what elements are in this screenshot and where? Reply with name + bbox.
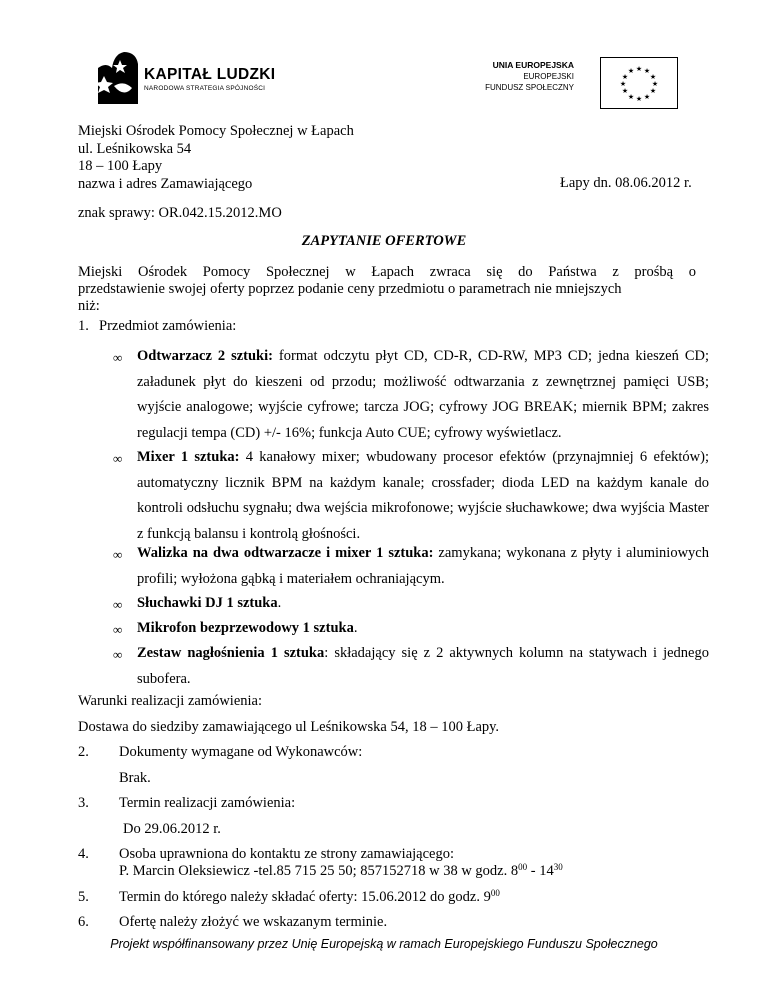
item-number: 6.	[78, 914, 89, 930]
eu-line2: EUROPEJSKI	[523, 72, 574, 81]
bullet-icon: ∞	[113, 647, 123, 662]
svg-text:★: ★	[621, 87, 629, 95]
footer-note: Projekt współfinansowany przez Unię Europejską w ramach Europejskiego Funduszu Społecznego	[110, 937, 658, 951]
eu-flag-icon	[600, 57, 678, 109]
address-caption: nazwa i adres Zamawiającego	[78, 176, 253, 192]
svg-text:★: ★	[635, 65, 643, 73]
eu-line1: UNIA EUROPEJSKA	[492, 60, 574, 70]
svg-text:★: ★	[649, 87, 657, 95]
bullet-icon: ∞	[113, 350, 123, 365]
bullet-item	[137, 591, 709, 617]
item-number: 3.	[78, 795, 89, 811]
intro-line2: przedstawienie swojej oferty poprzez podanie ceny przedmiotu o parametrach nie mniejszych	[78, 281, 622, 297]
bullet-icon: ∞	[113, 547, 123, 562]
bullet-icon: ∞	[113, 597, 123, 612]
eu-line3: FUNDUSZ SPOŁECZNY	[485, 83, 574, 92]
svg-text:★: ★	[649, 73, 657, 81]
item-number: 2.	[78, 744, 89, 760]
reference-number: znak sprawy: OR.042.15.2012.MO	[78, 205, 282, 221]
svg-text:★: ★	[619, 80, 627, 88]
item-number: 5.	[78, 889, 89, 905]
item-number: 1.	[78, 318, 89, 334]
bullet-icon: ∞	[113, 451, 123, 466]
svg-text:★: ★	[643, 93, 651, 101]
bullet-title: Słuchawki DJ 1 sztuka	[137, 595, 278, 611]
bullet-text: 4 kanałowy mixer; wbudowany procesor efektów (przynajmniej 6 efektów); automatyczny licznik BPM na każdym kanale; crossfader; dioda LED na każdym kanale do kontroli odsłuchu sygnału; dwa wejścia mikrofonowe; wyjście słuchawkowe; dwa wyjścia Master z funkcją balansu i kontrolą głośności.	[137, 449, 709, 542]
bullet-text: format odczytu płyt CD, CD-R, CD-RW, MP3 CD; jedna kieszeń CD; załadunek płyt do kieszeni od przodu; możliwość odtwarzania z zewnętrznej pamięci USB; wyjście analogowe; wyjście cyfrowe; tarcza JOG; cyfrowy JOG BREAK; miernik BPM; zakres regulacji tempa (CD) +/- 16%; funkcja Auto CUE; cyfrowy wyświetlacz.	[137, 348, 709, 441]
bullet-text: .	[277, 595, 282, 611]
kapital-ludzki-emblem-icon	[92, 46, 142, 110]
svg-text:★: ★	[627, 93, 635, 101]
item-value: Do 29.06.2012 r.	[123, 821, 221, 837]
bullet-text: zamykana; wykonana z płyty i aluminiowych profili; wyłożona gąbką i materiałem ochraniającym.	[137, 545, 709, 587]
svg-text:★: ★	[621, 73, 629, 81]
document-date: Łapy dn. 08.06.2012 r.	[560, 175, 692, 191]
bullet-title: Mikrofon bezprzewodowy 1 sztuka	[137, 620, 354, 636]
address-line2: ul. Leśnikowska 54	[78, 141, 192, 157]
address-line1: Miejski Ośrodek Pomocy Społecznej w Łapach	[78, 123, 354, 139]
item-text: Osoba uprawniona do kontaktu ze strony zamawiającego:	[119, 846, 455, 862]
item-text: Przedmiot zamówienia:	[99, 318, 237, 334]
bullet-item	[137, 344, 709, 446]
eu-logo	[452, 57, 678, 107]
intro-line1: Miejski Ośrodek Pomocy Społecznej w Łapach zwraca się do Państwa z prośbą o	[78, 264, 696, 280]
document-title: ZAPYTANIE OFERTOWE	[301, 233, 467, 249]
svg-text:★: ★	[643, 67, 651, 75]
bullet-text: .	[353, 620, 358, 636]
bullet-item	[137, 641, 709, 692]
item-text: Ofertę należy złożyć we wskazanym terminie.	[119, 914, 388, 930]
item-text: Termin realizacji zamówienia:	[119, 795, 296, 811]
bullet-item	[137, 616, 709, 642]
bullet-title: Odtwarzacz 2 sztuki:	[137, 348, 273, 364]
bullet-title: Zestaw nagłośnienia 1 sztuka	[137, 645, 325, 661]
svg-text:★: ★	[635, 95, 643, 103]
item-text: Dokumenty wymagane od Wykonawców:	[119, 744, 363, 760]
bullet-text: : składający się z 2 aktywnych kolumn na statywach i jednego subofera.	[137, 645, 709, 687]
item-number: 4.	[78, 846, 89, 862]
intro-line3: niż:	[78, 298, 100, 314]
kapital-ludzki-logo	[92, 46, 288, 110]
conditions-text: Dostawa do siedziby zamawiającego ul Leśnikowska 54, 18 – 100 Łapy.	[78, 719, 500, 735]
bullet-title: Walizka na dwa odtwarzacze i mixer 1 sztuka:	[137, 545, 434, 561]
contact-details: P. Marcin Oleksiewicz -tel.85 715 25 50; 857152718 w 38 w godz. $8^{00} - 14^{30}$	[119, 862, 563, 879]
bullet-item	[137, 445, 709, 547]
item-value: Brak.	[119, 770, 151, 786]
kapital-ludzki-subtitle: NARODOWA STRATEGIA SPÓJNOŚCI	[144, 85, 266, 92]
conditions-label: Warunki realizacji zamówienia:	[78, 693, 263, 709]
svg-text:★: ★	[651, 80, 659, 88]
offer-deadline: Termin do którego należy składać oferty: 15.06.2012 do godz. $9^{00}$	[119, 888, 500, 905]
address-line3: 18 – 100 Łapy	[78, 158, 163, 174]
intro-paragraph	[78, 264, 696, 315]
kapital-ludzki-title: KAPITAŁ LUDZKI	[144, 66, 276, 83]
bullet-icon: ∞	[113, 622, 123, 637]
svg-text:★: ★	[627, 67, 635, 75]
bullet-item	[137, 541, 709, 592]
bullet-title: Mixer 1 sztuka:	[137, 449, 240, 465]
